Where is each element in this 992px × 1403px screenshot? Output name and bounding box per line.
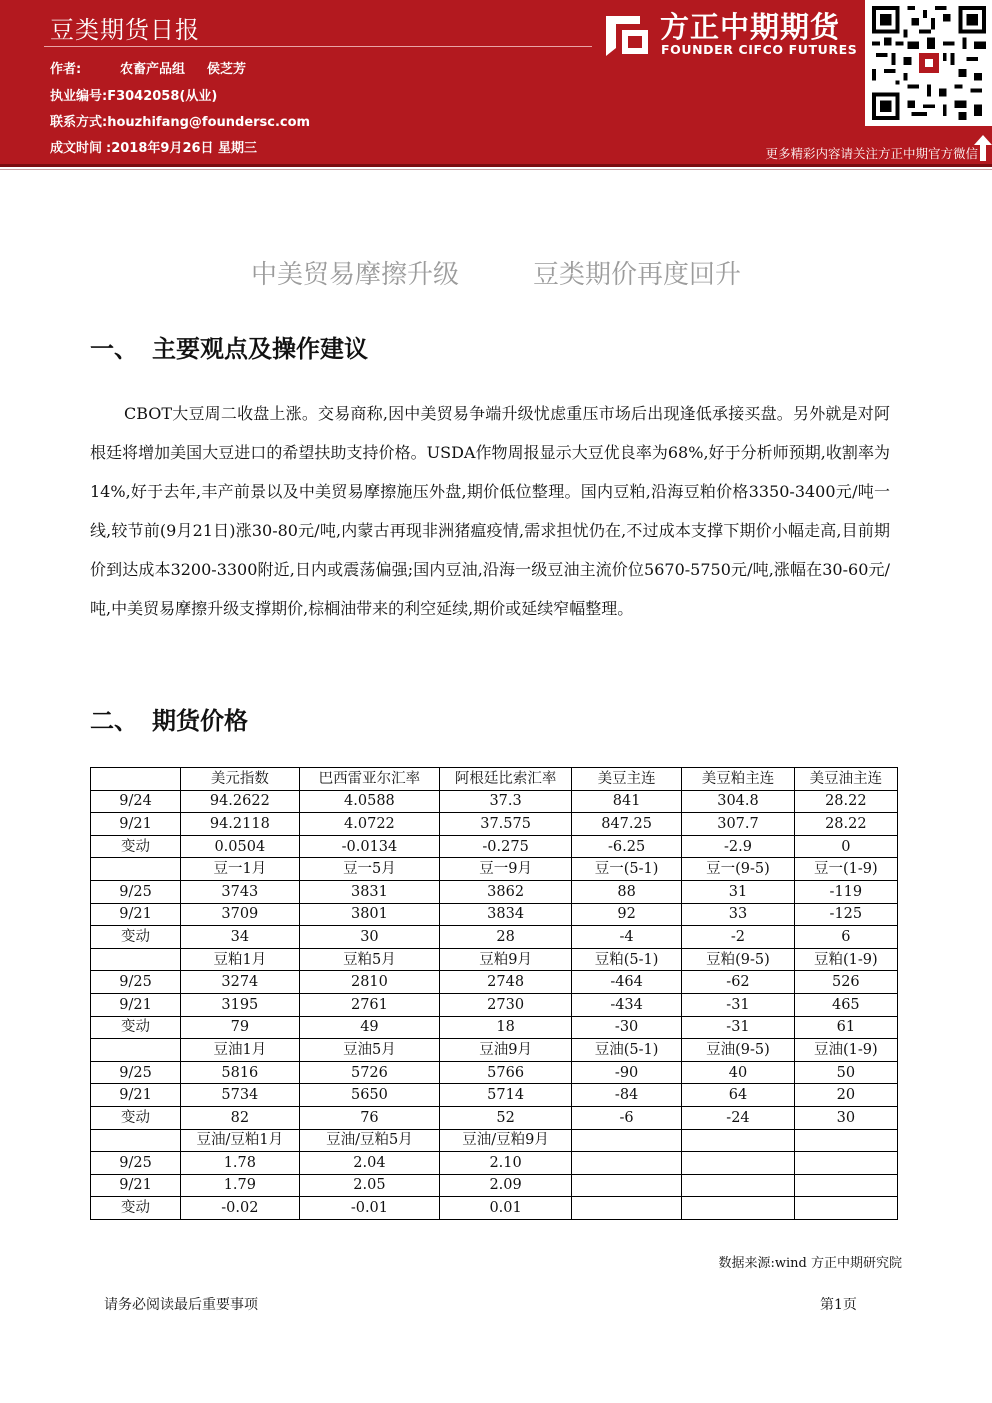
table-cell: 79 xyxy=(181,1016,299,1039)
title-part-1: 中美贸易摩擦升级 xyxy=(250,260,459,290)
table-row xyxy=(91,1106,898,1129)
table-cell: -434 xyxy=(571,993,681,1016)
table-row xyxy=(91,993,898,1016)
table-row xyxy=(91,1039,898,1062)
table-cell: -6.25 xyxy=(571,835,681,858)
license-label: 执业编号: xyxy=(50,89,108,104)
row-label-cell: 9/21 xyxy=(91,1084,181,1107)
data-source: 数据来源:wind 方正中期研究院 xyxy=(718,1256,902,1271)
table-cell: -464 xyxy=(571,971,681,994)
table-cell: 94.2118 xyxy=(181,813,299,836)
table-cell: 美豆粕主连 xyxy=(682,768,794,791)
table-row xyxy=(91,1061,898,1084)
table-cell: 30 xyxy=(299,926,440,949)
logo-english-name: FOUNDER CIFCO FUTURES xyxy=(661,42,858,57)
table-cell: 34 xyxy=(181,926,299,949)
table-cell: -2.9 xyxy=(682,835,794,858)
table-cell: 37.3 xyxy=(440,790,572,813)
row-label-cell xyxy=(91,948,181,971)
table-cell: 94.2622 xyxy=(181,790,299,813)
document-title xyxy=(0,254,992,291)
date-label: 成文时间 xyxy=(50,141,103,156)
table-cell: 豆一(5-1) xyxy=(571,858,681,881)
table-cell: 豆粕(9-5) xyxy=(682,948,794,971)
table-cell: 豆油(5-1) xyxy=(571,1039,681,1062)
section-heading-1 xyxy=(90,329,368,364)
table-cell xyxy=(794,1129,897,1152)
table-cell: 5816 xyxy=(181,1061,299,1084)
table-cell: -6 xyxy=(571,1106,681,1129)
row-label-cell xyxy=(91,1129,181,1152)
table-cell: -0.02 xyxy=(181,1197,299,1220)
futures-price-table xyxy=(90,767,898,1220)
table-cell: 豆油/豆粕9月 xyxy=(440,1129,572,1152)
table-cell: 5726 xyxy=(299,1061,440,1084)
table-cell: 76 xyxy=(299,1106,440,1129)
table-cell: 豆油9月 xyxy=(440,1039,572,1062)
table-cell: 豆油/豆粕1月 xyxy=(181,1129,299,1152)
table-cell xyxy=(571,1129,681,1152)
table-cell: 2748 xyxy=(440,971,572,994)
table-cell: 豆粕9月 xyxy=(440,948,572,971)
table-cell: 37.575 xyxy=(440,813,572,836)
row-label-cell: 9/21 xyxy=(91,1174,181,1197)
table-cell: 豆粕1月 xyxy=(181,948,299,971)
table-cell: 31 xyxy=(682,880,794,903)
table-row xyxy=(91,768,898,791)
license-value: F3042058(从业) xyxy=(107,89,218,104)
table-cell: 3195 xyxy=(181,993,299,1016)
table-cell: -30 xyxy=(571,1016,681,1039)
row-label-cell: 9/25 xyxy=(91,1061,181,1084)
table-row xyxy=(91,926,898,949)
row-label-cell: 9/25 xyxy=(91,880,181,903)
table-cell: 3709 xyxy=(181,903,299,926)
table-cell xyxy=(571,1197,681,1220)
table-row xyxy=(91,1197,898,1220)
table-cell: 841 xyxy=(571,790,681,813)
table-cell: 64 xyxy=(682,1084,794,1107)
table-cell: 3831 xyxy=(299,880,440,903)
table-cell: -119 xyxy=(794,880,897,903)
table-cell: 20 xyxy=(794,1084,897,1107)
page-number: 第1页 xyxy=(820,1297,857,1313)
table-cell: 美豆主连 xyxy=(571,768,681,791)
table-cell: 美豆油主连 xyxy=(794,768,897,791)
section-number: 一、 xyxy=(90,335,138,363)
table-cell: 5650 xyxy=(299,1084,440,1107)
table-cell: -24 xyxy=(682,1106,794,1129)
table-cell: 40 xyxy=(682,1061,794,1084)
table-cell: -0.01 xyxy=(299,1197,440,1220)
table-cell: 豆油5月 xyxy=(299,1039,440,1062)
table-cell: 5766 xyxy=(440,1061,572,1084)
row-label-cell: 9/25 xyxy=(91,971,181,994)
table-cell: 92 xyxy=(571,903,681,926)
table-cell: 豆油(1-9) xyxy=(794,1039,897,1062)
qr-code-icon[interactable] xyxy=(872,6,986,120)
table-cell: 82 xyxy=(181,1106,299,1129)
table-cell: -125 xyxy=(794,903,897,926)
row-label-cell: 9/24 xyxy=(91,790,181,813)
table-cell: 豆一9月 xyxy=(440,858,572,881)
row-label-cell: 9/21 xyxy=(91,813,181,836)
table-cell: 0.0504 xyxy=(181,835,299,858)
table-cell: 豆一5月 xyxy=(299,858,440,881)
table-cell: 0 xyxy=(794,835,897,858)
table-cell: 1.79 xyxy=(181,1174,299,1197)
table-cell xyxy=(794,1197,897,1220)
table-cell: 88 xyxy=(571,880,681,903)
summary-paragraph: CBOT大豆周二收盘上涨。交易商称,因中美贸易争端升级忧虑重压市场后出现逢低承接买盘。另外就是对阿根廷将增加美国大豆进口的希望扶助支持价格。USDA作物周报显示大豆优良率为68%,好于分析师预期,收割率为14%,好于去年,丰产前景以及中美贸易摩擦施压外盘,期价低位整理。国内豆粕,沿海豆粕价格3350-3400元/吨一线,较节前(9月21日)涨30-80元/吨,内蒙古再现非洲猪瘟疫情,需求担忧仍在,不过成本支撑下期价小幅走高,目前期价到达成本3200-3300附近,日内或震荡偏强;国内豆油,沿海一级豆油主流价位5670-5750元/吨,涨幅在30-60元/吨,中美贸易摩擦升级支撑期价,棕榈油带来的利空延续,期价或延续窄幅整理。 xyxy=(90,404,890,618)
row-label-cell xyxy=(91,1039,181,1062)
contact-line xyxy=(50,111,310,130)
table-cell: 豆油1月 xyxy=(181,1039,299,1062)
table-cell: 30 xyxy=(794,1106,897,1129)
author-label: 作者: xyxy=(50,62,82,77)
table-cell: 2730 xyxy=(440,993,572,1016)
author-line xyxy=(50,58,246,77)
table-cell xyxy=(794,1174,897,1197)
table-cell xyxy=(571,1174,681,1197)
table-cell xyxy=(794,1152,897,1175)
table-cell: 304.8 xyxy=(682,790,794,813)
table-cell: 巴西雷亚尔汇率 xyxy=(299,768,440,791)
table-cell: 1.78 xyxy=(181,1152,299,1175)
logo-chinese-name: 方正中期期货 xyxy=(660,10,841,44)
table-cell: 美元指数 xyxy=(181,768,299,791)
table-cell: 2.10 xyxy=(440,1152,572,1175)
table-row xyxy=(91,858,898,881)
table-cell: 28.22 xyxy=(794,790,897,813)
table-cell: 5734 xyxy=(181,1084,299,1107)
table-row xyxy=(91,1174,898,1197)
date-value: :2018年9月26日 星期三 xyxy=(106,141,258,156)
table-cell: 61 xyxy=(794,1016,897,1039)
table-cell: 3862 xyxy=(440,880,572,903)
table-cell: 465 xyxy=(794,993,897,1016)
table-cell: 2810 xyxy=(299,971,440,994)
table-cell: 28.22 xyxy=(794,813,897,836)
header-banner xyxy=(0,0,992,164)
table-cell: 4.0588 xyxy=(299,790,440,813)
table-cell xyxy=(682,1174,794,1197)
row-label-cell: 变动 xyxy=(91,835,181,858)
table-row xyxy=(91,790,898,813)
footer-notice: 请务必阅读最后重要事项 xyxy=(104,1297,258,1313)
section-title: 期货价格 xyxy=(152,707,248,735)
contact-value[interactable]: houzhifang@foundersc.com xyxy=(107,115,311,130)
table-cell: 3743 xyxy=(181,880,299,903)
table-cell: 847.25 xyxy=(571,813,681,836)
table-row xyxy=(91,880,898,903)
table-cell: 阿根廷比索汇率 xyxy=(440,768,572,791)
table-cell: 4.0722 xyxy=(299,813,440,836)
up-arrow-icon xyxy=(974,135,992,161)
table-row xyxy=(91,948,898,971)
table-cell: 豆一(1-9) xyxy=(794,858,897,881)
report-title: 豆类期货日报 xyxy=(50,16,200,44)
row-label-cell: 变动 xyxy=(91,1197,181,1220)
table-cell: 28 xyxy=(440,926,572,949)
table-cell: -4 xyxy=(571,926,681,949)
table-cell: 33 xyxy=(682,903,794,926)
table-cell: -62 xyxy=(682,971,794,994)
table-cell xyxy=(682,1197,794,1220)
table-row xyxy=(91,1084,898,1107)
section-title: 主要观点及操作建议 xyxy=(152,335,368,363)
table-cell: 52 xyxy=(440,1106,572,1129)
table-cell: 2761 xyxy=(299,993,440,1016)
table-cell: 3834 xyxy=(440,903,572,926)
table-cell: 3274 xyxy=(181,971,299,994)
table-cell: 2.05 xyxy=(299,1174,440,1197)
table-cell: 豆粕(1-9) xyxy=(794,948,897,971)
table-cell: -0.0134 xyxy=(299,835,440,858)
table-cell: 豆粕5月 xyxy=(299,948,440,971)
table-cell xyxy=(682,1129,794,1152)
row-label-cell: 变动 xyxy=(91,1106,181,1129)
table-cell: 豆油/豆粕5月 xyxy=(299,1129,440,1152)
table-cell xyxy=(682,1152,794,1175)
table-cell: -2 xyxy=(682,926,794,949)
table-cell: 6 xyxy=(794,926,897,949)
row-label-cell: 9/21 xyxy=(91,903,181,926)
title-part-2: 豆类期价再度回升 xyxy=(533,260,742,290)
table-cell: 豆一(9-5) xyxy=(682,858,794,881)
row-label-cell xyxy=(91,768,181,791)
founder-logo-icon xyxy=(602,8,652,58)
follow-wechat-text: 更多精彩内容请关注方正中期官方微信 xyxy=(765,146,978,161)
table-cell: 50 xyxy=(794,1061,897,1084)
table-row xyxy=(91,813,898,836)
banner-bottom-strip xyxy=(0,164,992,167)
table-row xyxy=(91,971,898,994)
table-cell: -0.275 xyxy=(440,835,572,858)
section-heading-2 xyxy=(90,701,248,736)
table-cell: 2.09 xyxy=(440,1174,572,1197)
table-cell: 3801 xyxy=(299,903,440,926)
table-cell: 0.01 xyxy=(440,1197,572,1220)
date-line xyxy=(50,137,257,156)
table-row xyxy=(91,1152,898,1175)
author-name: 侯芝芳 xyxy=(207,62,247,77)
row-label-cell: 9/25 xyxy=(91,1152,181,1175)
table-cell: 307.7 xyxy=(682,813,794,836)
table-cell: 豆一1月 xyxy=(181,858,299,881)
table-cell: 526 xyxy=(794,971,897,994)
license-line xyxy=(50,85,217,104)
table-cell: 49 xyxy=(299,1016,440,1039)
author-group: 农畜产品组 xyxy=(120,62,186,77)
row-label-cell xyxy=(91,858,181,881)
contact-label: 联系方式: xyxy=(50,115,108,130)
table-cell xyxy=(571,1152,681,1175)
row-label-cell: 9/21 xyxy=(91,993,181,1016)
section-number: 二、 xyxy=(90,707,138,735)
table-row xyxy=(91,903,898,926)
table-cell: -84 xyxy=(571,1084,681,1107)
table-cell: 豆油(9-5) xyxy=(682,1039,794,1062)
table-cell: -31 xyxy=(682,1016,794,1039)
table-cell: 豆粕(5-1) xyxy=(571,948,681,971)
table-cell: -31 xyxy=(682,993,794,1016)
table-row xyxy=(91,1129,898,1152)
banner-divider xyxy=(44,46,592,47)
table-row xyxy=(91,1016,898,1039)
banner-bottom-line xyxy=(0,169,992,170)
table-cell: 5714 xyxy=(440,1084,572,1107)
table-row xyxy=(91,835,898,858)
row-label-cell: 变动 xyxy=(91,1016,181,1039)
table-cell: 18 xyxy=(440,1016,572,1039)
row-label-cell: 变动 xyxy=(91,926,181,949)
table-cell: 2.04 xyxy=(299,1152,440,1175)
table-cell: -90 xyxy=(571,1061,681,1084)
